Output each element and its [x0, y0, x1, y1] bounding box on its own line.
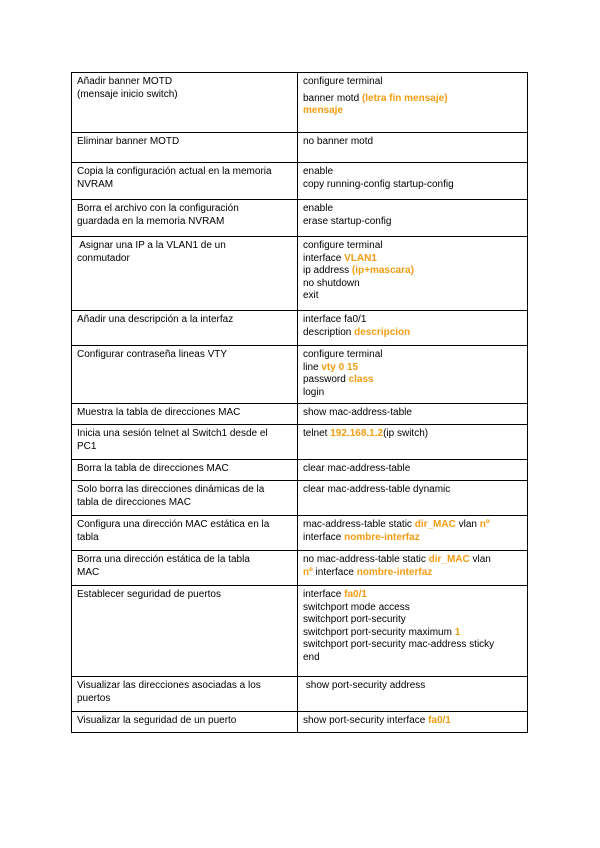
table-row — [72, 311, 528, 346]
command-text: show mac-address-table — [303, 407, 412, 418]
parameter-highlight: class — [348, 374, 374, 385]
parameter-highlight: dir_MAC — [414, 519, 456, 530]
description-line: Añadir una descripción a la interfaz — [77, 314, 234, 325]
parameter-highlight: 192.168.1.2 — [330, 428, 384, 439]
description-cell — [72, 516, 298, 551]
command-line — [303, 532, 522, 545]
table-row — [72, 551, 528, 586]
parameter-highlight: nº — [303, 566, 313, 578]
parameter-highlight: vty 0 15 — [321, 361, 359, 373]
table-row — [72, 200, 528, 237]
command-cell — [298, 586, 528, 677]
description-line: guardada en la memoria NVRAM — [77, 215, 225, 227]
command-cell — [298, 346, 528, 404]
command-text: password — [303, 374, 349, 385]
table-row — [72, 425, 528, 460]
parameter-highlight: 1 — [454, 626, 461, 638]
command-cell — [298, 481, 528, 516]
command-text: erase startup-config — [303, 215, 392, 227]
description-line: Visualizar las direcciones asociadas a los — [77, 680, 261, 691]
command-line — [303, 484, 522, 497]
parameter-highlight: nombre-interfaz — [356, 566, 433, 578]
table-row — [72, 712, 528, 733]
command-text: interface — [303, 531, 345, 543]
command-line — [303, 519, 522, 532]
parameter-highlight: descripcion — [354, 326, 411, 338]
command-text: login — [303, 386, 325, 398]
command-line — [303, 265, 522, 278]
table-row — [72, 133, 528, 163]
parameter-highlight: (letra fin mensaje) — [361, 92, 448, 104]
description-line: Copia la configuración actual en la memoria — [77, 166, 272, 177]
description-line: Muestra la tabla de direcciones MAC — [77, 407, 241, 418]
command-text: ip address — [303, 265, 352, 276]
table-row — [72, 73, 528, 133]
command-line — [303, 166, 522, 179]
command-text: clear mac-address-table — [303, 463, 411, 474]
description-line: Eliminar banner MOTD — [77, 136, 180, 147]
command-cell — [298, 425, 528, 460]
command-text: configure terminal — [303, 349, 383, 360]
description-cell — [72, 551, 298, 586]
command-line — [303, 614, 522, 627]
command-line — [303, 428, 522, 441]
description-line: Inicia una sesión telnet al Switch1 desde el — [77, 428, 268, 439]
command-text: interface — [312, 566, 357, 578]
description-line: puertos — [77, 692, 111, 704]
description-line: Borra el archivo con la configuración — [77, 203, 239, 214]
command-line — [303, 253, 522, 266]
command-line — [303, 680, 522, 693]
command-text: show port-security interface — [303, 715, 429, 726]
parameter-highlight: (ip+mascara) — [351, 265, 414, 276]
command-text: configure terminal — [303, 76, 383, 87]
table-row — [72, 460, 528, 481]
description-cell — [72, 73, 298, 133]
command-cell — [298, 516, 528, 551]
command-cell — [298, 311, 528, 346]
description-cell — [72, 481, 298, 516]
command-text: interface — [303, 252, 345, 264]
command-line — [303, 327, 522, 340]
command-line — [303, 349, 522, 362]
command-text: no banner motd — [303, 136, 374, 147]
command-cell — [298, 237, 528, 311]
description-line: MAC — [77, 566, 100, 578]
command-cell — [298, 712, 528, 733]
description-cell — [72, 460, 298, 481]
description-cell — [72, 712, 298, 733]
command-text: banner motd — [303, 92, 362, 104]
command-text: switchport port-security mac-address sticky — [303, 639, 495, 650]
description-cell — [72, 425, 298, 460]
description-cell — [72, 163, 298, 200]
description-line: Configurar contraseña lineas VTY — [77, 349, 228, 360]
description-line: tabla de direcciones MAC — [77, 496, 191, 508]
command-text: switchport mode access — [303, 601, 410, 613]
command-text: vlan — [469, 554, 491, 565]
command-text: exit — [303, 290, 319, 301]
parameter-highlight: mensaje — [303, 105, 344, 116]
command-line — [303, 76, 522, 89]
description-cell — [72, 677, 298, 712]
command-line — [303, 179, 522, 192]
command-text: line — [303, 361, 322, 373]
command-line — [303, 240, 522, 253]
command-text: (ip switch) — [383, 428, 429, 439]
commands-table-body — [72, 73, 528, 733]
command-cell — [298, 551, 528, 586]
command-cell — [298, 133, 528, 163]
command-text: interface — [303, 589, 345, 600]
table-row — [72, 586, 528, 677]
description-line: Asignar una IP a la VLAN1 de un — [77, 240, 226, 251]
command-line — [303, 639, 522, 652]
description-cell — [72, 346, 298, 404]
command-line — [303, 715, 522, 728]
description-line: Establecer seguridad de puertos — [77, 589, 221, 600]
command-text: vlan — [455, 519, 480, 530]
command-text: enable — [303, 203, 334, 214]
description-cell — [72, 237, 298, 311]
command-line — [303, 374, 522, 387]
command-line — [303, 290, 522, 303]
table-row — [72, 677, 528, 712]
command-cell — [298, 200, 528, 237]
description-line: Solo borra las direcciones dinámicas de la — [77, 484, 265, 495]
description-line: NVRAM — [77, 178, 114, 190]
command-text: no mac-address-table static — [303, 554, 429, 565]
parameter-highlight: fa0/1 — [428, 715, 451, 726]
command-text: switchport port-security maximum — [303, 626, 455, 638]
description-line: Añadir banner MOTD — [77, 76, 173, 87]
command-text: configure terminal — [303, 240, 383, 251]
description-cell — [72, 200, 298, 237]
command-line — [303, 589, 522, 602]
table-row — [72, 516, 528, 551]
command-line — [303, 278, 522, 291]
table-row — [72, 346, 528, 404]
command-line — [303, 652, 522, 665]
description-line: Visualizar la seguridad de un puerto — [77, 715, 237, 726]
command-line — [303, 407, 522, 420]
description-cell — [72, 586, 298, 677]
command-line — [303, 136, 522, 149]
command-cell — [298, 460, 528, 481]
description-line: PC1 — [77, 440, 97, 452]
command-text: clear mac-address-table dynamic — [303, 484, 451, 495]
description-line: (mensaje inicio switch) — [77, 88, 178, 100]
parameter-highlight: nombre-interfaz — [344, 531, 420, 543]
description-line: Configura una dirección MAC estática en la — [77, 519, 270, 530]
description-line: Borra la tabla de direcciones MAC — [77, 463, 229, 474]
description-line: Borra una dirección estática de la tabla — [77, 554, 250, 565]
command-text: copy running-config startup-config — [303, 178, 454, 190]
command-text: no shutdown — [303, 277, 360, 289]
table-row — [72, 163, 528, 200]
command-text: show port-security address — [303, 680, 426, 691]
command-line — [303, 93, 522, 106]
command-cell — [298, 163, 528, 200]
description-line: tabla — [77, 531, 99, 543]
command-text: switchport port-security — [303, 614, 406, 625]
command-cell — [298, 677, 528, 712]
command-text: telnet — [303, 428, 331, 439]
parameter-highlight: VLAN1 — [344, 252, 377, 264]
command-cell — [298, 404, 528, 425]
command-text: interface fa0/1 — [303, 314, 367, 325]
command-line — [303, 314, 522, 327]
command-line — [303, 216, 522, 229]
command-line — [303, 362, 522, 375]
command-line — [303, 387, 522, 400]
parameter-highlight: dir_MAC — [428, 554, 470, 565]
table-row — [72, 404, 528, 425]
command-line — [303, 105, 522, 118]
command-text: end — [303, 651, 320, 663]
table-row — [72, 237, 528, 311]
command-text: mac-address-table static — [303, 519, 415, 530]
command-line — [303, 627, 522, 640]
command-line — [303, 602, 522, 615]
commands-table — [71, 72, 528, 733]
description-line: conmutador — [77, 252, 130, 264]
table-row — [72, 481, 528, 516]
description-cell — [72, 133, 298, 163]
command-text: description — [303, 326, 355, 338]
parameter-highlight: fa0/1 — [344, 589, 367, 600]
description-cell — [72, 404, 298, 425]
command-line — [303, 567, 522, 580]
parameter-highlight: nº — [479, 519, 490, 530]
command-line — [303, 463, 522, 476]
command-text: enable — [303, 166, 334, 177]
description-cell — [72, 311, 298, 346]
command-line — [303, 554, 522, 567]
command-line — [303, 203, 522, 216]
command-cell — [298, 73, 528, 133]
